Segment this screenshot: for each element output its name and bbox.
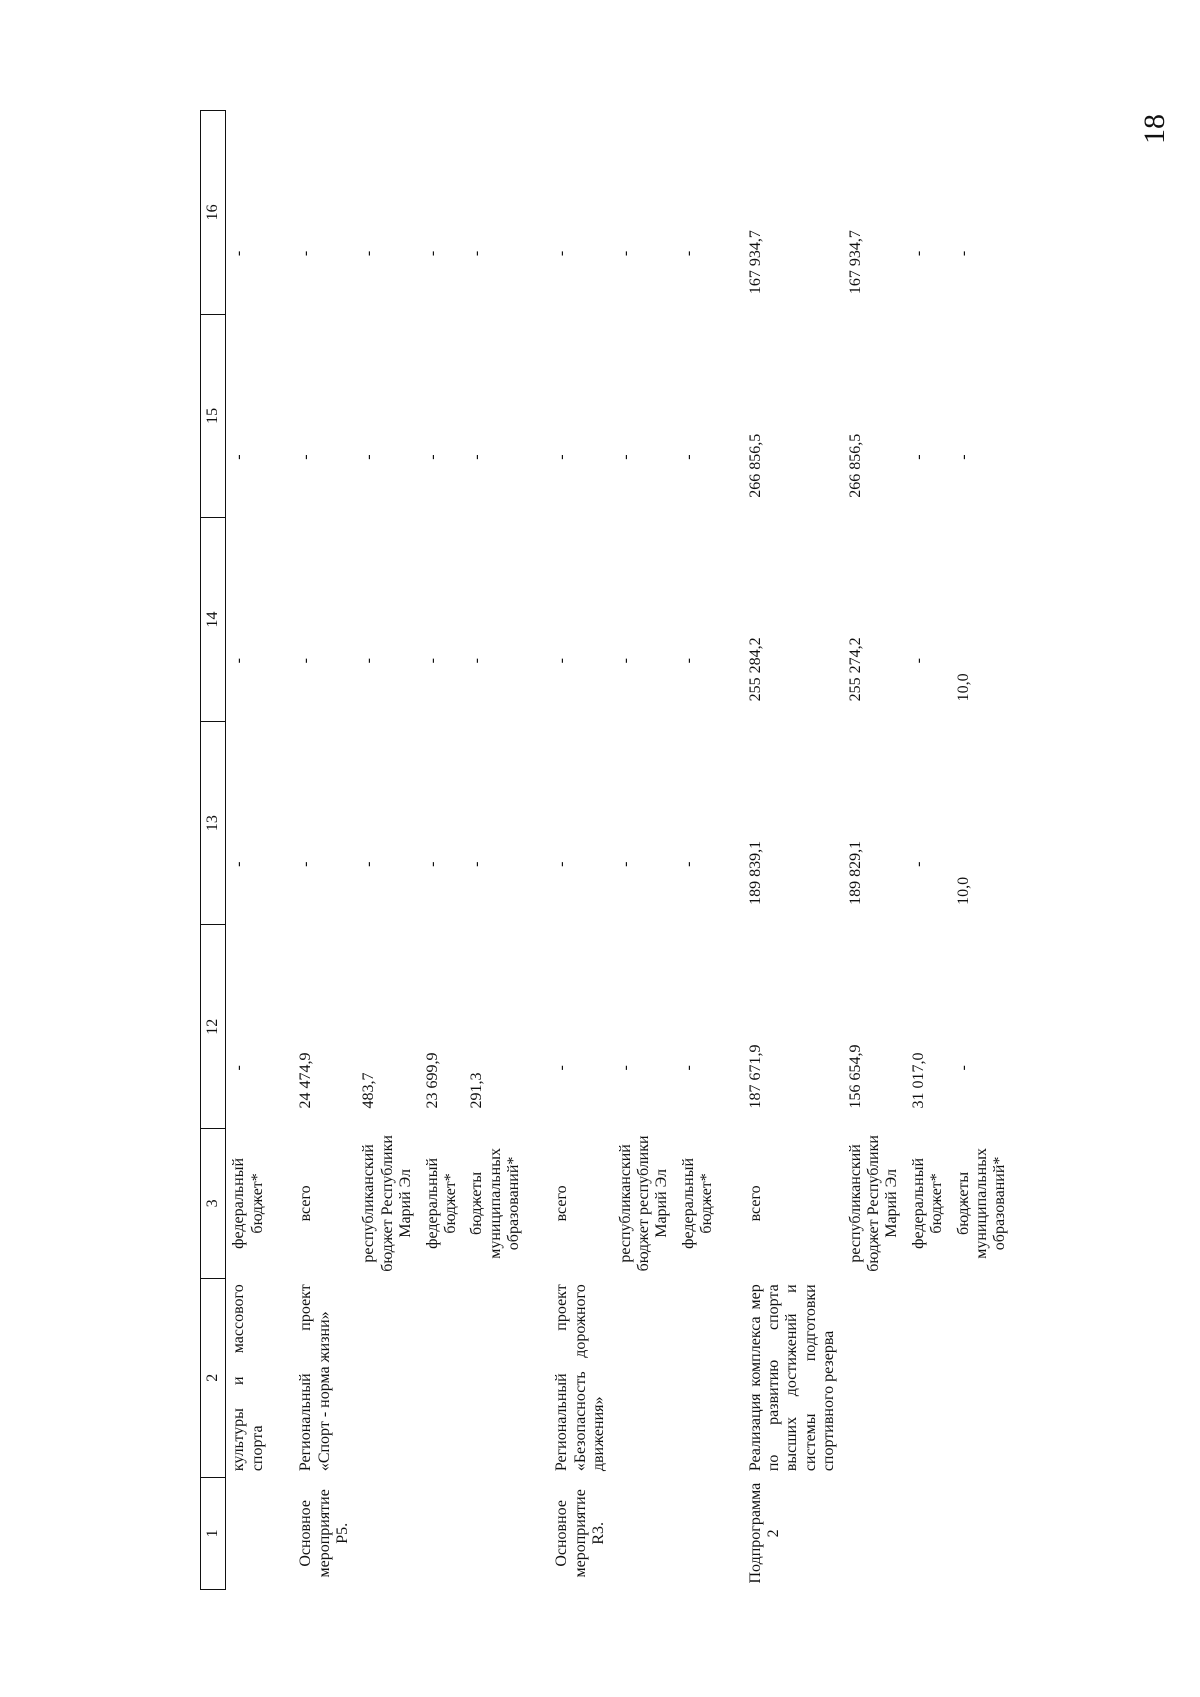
header-col-1: 1 (201, 1477, 226, 1589)
row-label-cell: Основное мероприятие R3. (553, 1489, 608, 1578)
value-col-15-cell: - (616, 454, 634, 460)
value-col-12-cell: - (553, 1065, 571, 1071)
row-description-cell (676, 1278, 721, 1477)
value-col-16-cell: - (297, 250, 315, 257)
row-spacer (527, 111, 549, 1590)
table-row (676, 111, 721, 1590)
value-col-16-cell: - (468, 250, 486, 257)
funding-source-cell: федеральный бюджет* (909, 1157, 946, 1249)
row-description-cell (613, 1278, 676, 1477)
value-col-12-cell: - (679, 1065, 697, 1071)
row-label-cell (906, 1477, 951, 1589)
table-row (293, 111, 356, 1590)
row-description-cell (906, 1278, 951, 1477)
value-col-12-cell: 156 654,9 (846, 1044, 864, 1109)
row-spacer (721, 111, 743, 1590)
value-col-15-cell: 266 856,5 (846, 433, 864, 498)
row-label-cell (951, 1477, 1014, 1589)
funding-source-cell: федеральный бюджет* (230, 1157, 266, 1249)
value-col-16-cell: - (909, 250, 927, 257)
value-col-13-cell: 189 829,1 (846, 840, 864, 905)
table-row (743, 111, 843, 1590)
value-col-15-cell: 266 856,5 (746, 433, 764, 498)
value-col-12-cell: 31 017,0 (909, 1052, 927, 1109)
table-row (549, 111, 612, 1590)
table-row (464, 111, 527, 1590)
value-col-13-cell: - (679, 861, 697, 867)
row-description-cell: Реализация комплекса мер по развитию спорта высших достижений и системы подготовки спортивного резерва (746, 1284, 838, 1472)
table-row (613, 111, 676, 1590)
value-col-15-cell: - (909, 454, 927, 460)
row-label-cell (226, 1477, 271, 1589)
value-col-12-cell: - (230, 1065, 248, 1071)
row-label-cell (676, 1477, 721, 1589)
row-spacer (271, 111, 293, 1590)
value-col-14-cell: - (297, 657, 315, 664)
value-col-16-cell: - (230, 250, 248, 257)
value-col-13-cell: - (423, 861, 441, 867)
value-col-14-cell: - (423, 657, 441, 664)
spacer-cell (721, 111, 743, 1590)
funding-source-cell: бюджеты муниципальных образований* (954, 1148, 1009, 1259)
table-row (356, 111, 419, 1590)
value-col-15-cell: - (230, 454, 248, 460)
value-col-15-cell: - (679, 454, 697, 460)
value-col-16-cell: 167 934,7 (846, 230, 864, 295)
value-col-14-cell: - (553, 657, 571, 664)
header-col-15: 15 (201, 314, 226, 518)
value-col-16-cell: - (553, 250, 571, 257)
budget-table (200, 110, 1014, 1590)
value-col-12-cell: 291,3 (468, 1072, 486, 1109)
funding-source-cell: республиканский бюджет республики Марий Эл (616, 1135, 671, 1272)
value-col-14-cell: 255 284,2 (746, 637, 764, 702)
value-col-13-cell: - (230, 861, 248, 867)
row-label-cell: Подпрограмма 2 (746, 1482, 782, 1584)
funding-source-cell: республиканский бюджет Республики Марий Эл (360, 1135, 415, 1272)
value-col-13-cell: - (360, 861, 378, 867)
value-col-13-cell: - (616, 861, 634, 867)
value-col-14-cell: - (468, 657, 486, 664)
value-col-12-cell: - (954, 1065, 972, 1071)
header-col-14: 14 (201, 518, 226, 722)
value-col-15-cell: - (553, 454, 571, 460)
budget-table-container (200, 110, 1009, 1590)
table-row (226, 111, 271, 1590)
spacer-cell (527, 111, 549, 1590)
row-description-cell (420, 1278, 465, 1477)
value-col-14-cell: - (230, 657, 248, 664)
value-col-15-cell: - (468, 454, 486, 460)
value-col-14-cell: - (909, 657, 927, 664)
funding-source-cell: федеральный бюджет* (423, 1157, 459, 1249)
row-label-cell: Основное мероприятие P5. (297, 1489, 351, 1578)
value-col-15-cell: - (954, 454, 972, 460)
funding-source-cell: всего (746, 1185, 764, 1222)
value-col-16-cell: - (954, 250, 972, 257)
row-description-cell (356, 1278, 419, 1477)
value-col-12-cell: - (616, 1065, 634, 1071)
value-col-15-cell: - (360, 454, 378, 460)
table-row (906, 111, 951, 1590)
header-col-3: 3 (201, 1129, 226, 1279)
value-col-13-cell: - (909, 861, 927, 867)
row-description-cell: Региональный проект «Безопасность дорожного движения» (553, 1284, 608, 1472)
spacer-cell (271, 111, 293, 1590)
funding-source-cell: всего (553, 1185, 571, 1222)
value-col-16-cell: - (616, 250, 634, 257)
value-col-16-cell: - (679, 250, 697, 257)
row-label-cell (613, 1477, 676, 1589)
value-col-16-cell: - (360, 250, 378, 257)
funding-source-cell: республиканский бюджет Республики Марий Эл (846, 1135, 901, 1272)
header-col-12: 12 (201, 925, 226, 1129)
table-row (843, 111, 906, 1590)
value-col-16-cell: 167 934,7 (746, 230, 764, 295)
value-col-16-cell: - (423, 250, 441, 257)
value-col-13-cell: - (553, 861, 571, 867)
table-row (420, 111, 465, 1590)
row-label-cell (420, 1477, 465, 1589)
funding-source-cell: бюджеты муниципальных образований* (468, 1148, 523, 1259)
row-description-cell (843, 1278, 906, 1477)
row-description-cell (951, 1278, 1014, 1477)
row-label-cell (464, 1477, 527, 1589)
row-description-cell (464, 1278, 527, 1477)
header-col-13: 13 (201, 721, 226, 925)
value-col-13-cell: - (468, 861, 486, 867)
value-col-14-cell: 10,0 (954, 673, 972, 702)
value-col-15-cell: - (297, 454, 315, 460)
funding-source-cell: всего (297, 1185, 315, 1222)
row-label-cell (356, 1477, 419, 1589)
table-row (951, 111, 1014, 1590)
row-description-cell: Региональный проект «Спорт - норма жизни» (297, 1284, 333, 1472)
header-col-16: 16 (201, 111, 226, 315)
value-col-14-cell: 255 274,2 (846, 637, 864, 702)
header-row (201, 111, 226, 1590)
value-col-13-cell: 10,0 (954, 876, 972, 905)
value-col-12-cell: 24 474,9 (297, 1052, 315, 1109)
value-col-15-cell: - (423, 454, 441, 460)
row-label-cell (843, 1477, 906, 1589)
value-col-12-cell: 187 671,9 (746, 1044, 764, 1109)
page-number: 18 (1138, 114, 1171, 144)
funding-source-cell: федеральный бюджет* (679, 1157, 716, 1249)
value-col-14-cell: - (616, 657, 634, 664)
value-col-13-cell: - (297, 861, 315, 867)
value-col-13-cell: 189 839,1 (746, 840, 764, 905)
value-col-14-cell: - (360, 657, 378, 664)
value-col-14-cell: - (679, 657, 697, 664)
row-description-cell: культуры и массового спорта (230, 1284, 266, 1472)
header-col-2: 2 (201, 1278, 226, 1477)
value-col-12-cell: 23 699,9 (423, 1052, 441, 1109)
value-col-12-cell: 483,7 (360, 1072, 378, 1109)
